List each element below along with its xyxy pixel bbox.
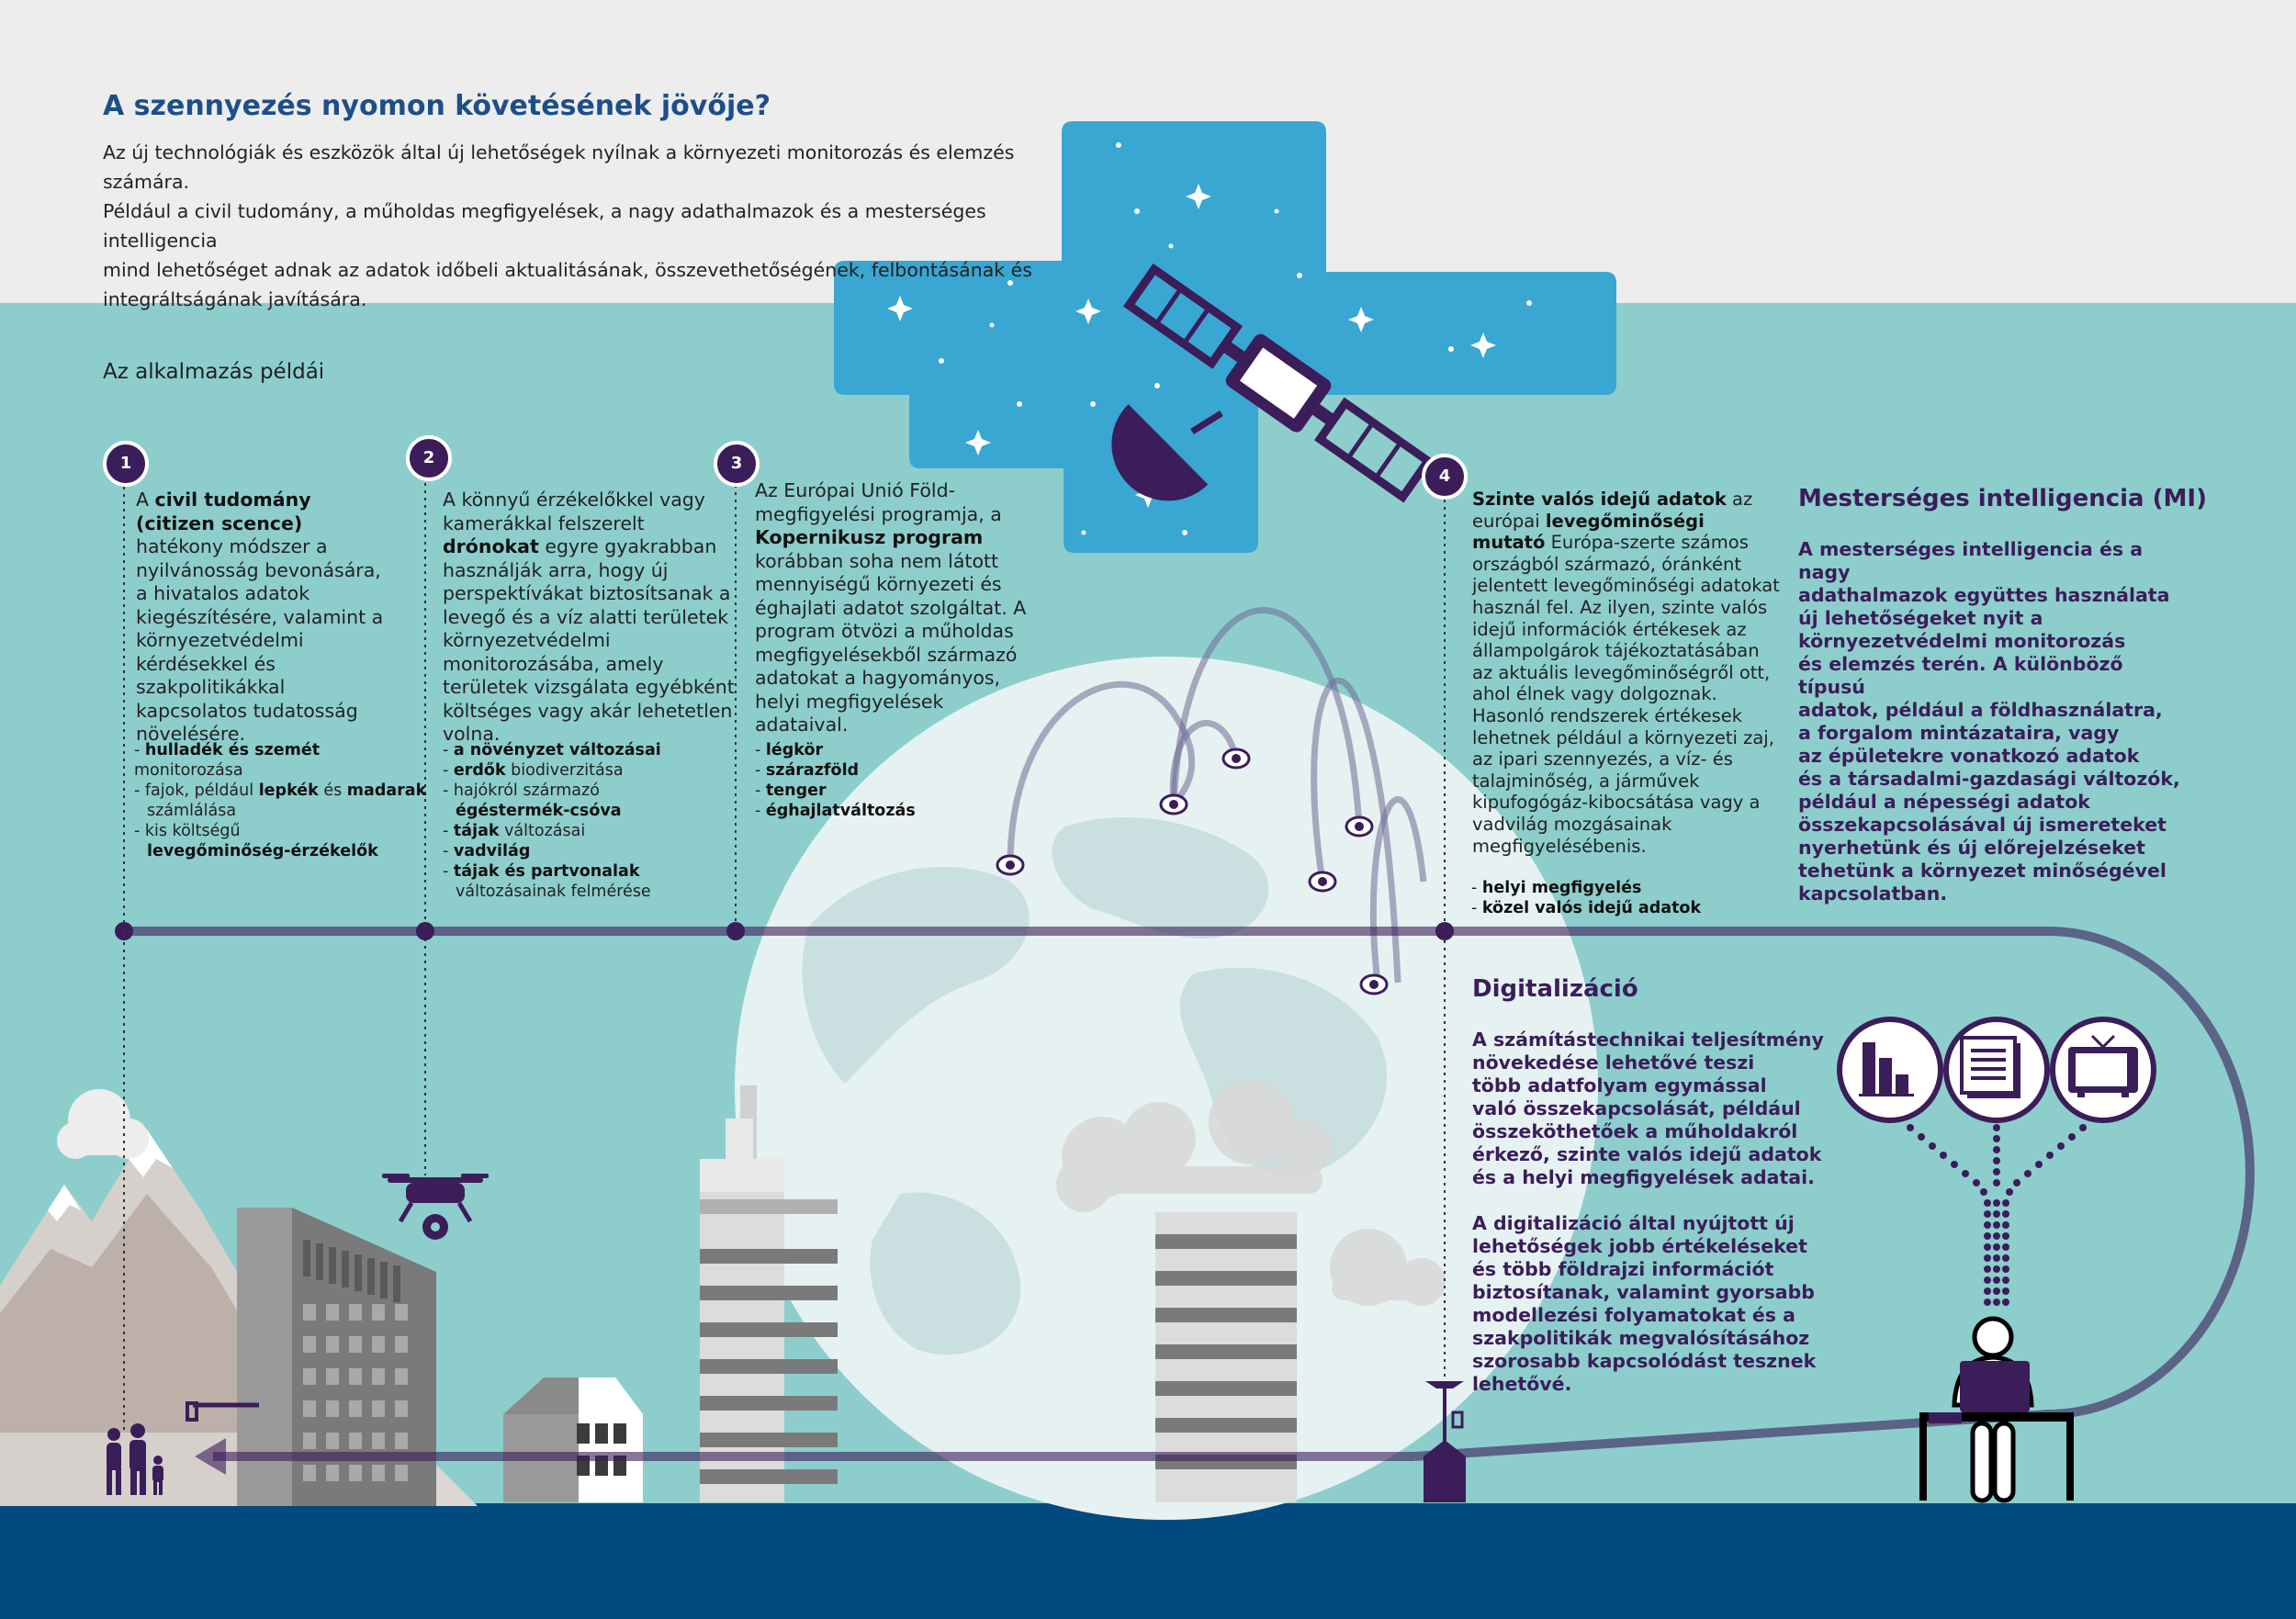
digital-line: lehetőségek jobb értékeléseket: [1472, 1235, 1807, 1257]
bold-text: lepkék: [258, 781, 319, 800]
ai-line: A mesterséges intelligencia és a nagy: [1798, 538, 2144, 583]
bullet-line: [755, 801, 1030, 821]
example-bullets-4: [1471, 878, 1765, 918]
example-number-1: 1: [103, 441, 149, 487]
example-text-1: [136, 489, 388, 747]
digital-text: [1472, 1029, 1840, 1396]
digital-line: lehetővé.: [1472, 1373, 1572, 1395]
text-run: A könnyű érzékelőkkel vagy kamerákkal felszerelt: [443, 489, 705, 534]
text-run: -: [443, 741, 454, 759]
bullet-line: [755, 781, 1030, 801]
bullet-line: [443, 760, 718, 781]
ai-heading: Mesterséges intelligencia (MI): [1798, 485, 2207, 512]
text-run: korábban soha nem látott mennyiségű környezeti és éghajlati adatot szolgáltat. A program ötvözi a műholdas megfigyelésekből származó adatokat a hagyományos, helyi megfigyelések adataival.: [755, 549, 1027, 736]
example-bullets-2: [443, 740, 718, 902]
ai-line: az épületekre vonatkozó adatok: [1798, 745, 2140, 767]
intro-line: integráltságának javítására.: [103, 288, 367, 310]
digital-line: való összekapcsolását, például: [1472, 1097, 1801, 1119]
bullet-line: [134, 740, 428, 781]
ai-text: [1798, 538, 2184, 905]
bold-text: civil tudomány (citizen scence): [136, 489, 311, 534]
example-number-4: 4: [1422, 454, 1468, 500]
text-run: számlálása: [147, 802, 237, 820]
text-run: -: [755, 781, 766, 800]
ai-line: a forgalom mintázataira, vagy: [1798, 722, 2120, 744]
bullet-line: [134, 841, 428, 861]
text-run: monitorozása: [134, 761, 243, 780]
bold-text: légkör: [765, 741, 824, 759]
text-run: -: [755, 802, 766, 820]
section-title: Az alkalmazás példái: [103, 360, 325, 384]
example-text-3: [755, 479, 1030, 737]
ai-line: például a népességi adatok: [1798, 791, 2090, 813]
bullet-line: [443, 882, 718, 902]
bullet-line: [134, 781, 428, 801]
data-stream-dots: [1907, 1124, 2087, 1306]
text-run: A: [136, 489, 155, 511]
example-number-3: 3: [714, 441, 760, 487]
intro-text: [103, 138, 1067, 314]
digital-line: érkező, szinte valós idejű adatok: [1472, 1143, 1822, 1165]
bold-text: drónokat: [443, 535, 539, 557]
bold-text: levegőminőségi mutató: [1472, 510, 1705, 554]
ai-line: környezetvédelmi monitorozás: [1798, 630, 2126, 652]
ai-line: és a társadalmi-gazdasági változók,: [1798, 768, 2180, 790]
digital-line: A számítástechnikai teljesítmény: [1472, 1029, 1824, 1051]
bold-text: vadvilág: [453, 842, 531, 860]
text-run: egyre gyakrabban használják arra, hogy új perspektívákat biztosítsanak a levegő és a víz alatti területek környezetvédelmi monitorozásába, amely területek vizsgálata egyébként költséges vagy akár lehetetlen volna.: [443, 535, 735, 745]
text-run: -: [755, 741, 766, 759]
bold-text: közel valós idejű adatok: [1481, 899, 1702, 917]
bold-text: Kopernikusz program: [755, 526, 984, 548]
bullet-line: [443, 841, 718, 861]
ai-line: adathalmazok együttes használata: [1798, 584, 2170, 606]
example-number-2: 2: [406, 435, 452, 481]
drone-icon: [382, 1174, 489, 1240]
example-bullets-3: [755, 740, 1030, 821]
bold-text: tájak és partvonalak: [453, 862, 640, 881]
text-run: -: [755, 761, 766, 780]
ai-line: kapcsolatban.: [1798, 883, 1948, 905]
text-run: Európa-szerte számos országból származó, óránként jelentett levegőminőségi adatokat használ fel. Az ilyen, szinte valós idejű információk értékesek az állampolgárok tájékoztatásában az aktuális levegőminőségről ott, ahol élnek vagy dolgoznak. Hasonló rendszerek értékesek lehetnek például a környezeti zaj, az ipari szennyezés, a víz- és talajminőség, a járművek kipufogógáz-kibocsátása vagy a vadvilág mozgásainak megfigyelésébenis.: [1472, 532, 1780, 857]
text-run: -: [443, 862, 454, 881]
text-run: - fajok, például: [134, 781, 259, 800]
text-run: -: [443, 761, 454, 780]
example-text-4: [1472, 489, 1781, 857]
bold-text: a növényzet változásai: [453, 741, 661, 759]
bold-text: Szinte valós idejű adatok: [1472, 489, 1727, 510]
bold-text: erdők: [453, 761, 506, 780]
bold-text: madarak: [346, 781, 427, 800]
text-run: hatékony módszer a nyilvánosság bevonására, a hivatalos adatok kiegészítésére, valamint a környezetvédelmi kérdésekkel és szakpolitikákkal kapcsolatos tudatosság növelésére.: [136, 535, 384, 745]
ai-line: adatok, például a földhasználatra,: [1798, 699, 2163, 721]
bold-text: égéstermék-csóva: [456, 802, 622, 820]
ai-line: tehetünk a környezet minőségével: [1798, 860, 2167, 882]
document-icon: [1962, 1038, 2020, 1098]
digital-line: A digitalizáció által nyújtott új: [1472, 1212, 1795, 1234]
digital-line: növekedése lehetővé teszi: [1472, 1051, 1755, 1074]
text-run: -: [134, 741, 145, 759]
text-run: és: [318, 781, 347, 800]
bullet-line: [1471, 878, 1765, 898]
digital-line: biztosítanak, valamint gyorsabb: [1472, 1281, 1815, 1303]
digital-line: szorosabb kapcsolódást tesznek: [1472, 1350, 1817, 1372]
bullet-line: [134, 801, 428, 821]
cloud-left: [57, 1089, 149, 1159]
example-bullets-1: [134, 740, 428, 861]
ai-line: és elemzés terén. A különböző típusú: [1798, 653, 2123, 698]
intro-line: Az új technológiák és eszközök által új lehetőségek nyílnak a környezeti monitorozás és elemzés számára.: [103, 141, 1015, 193]
digital-line: és több földrajzi információt: [1472, 1258, 1774, 1280]
bold-text: szárazföld: [765, 761, 860, 780]
example-text-2: [443, 489, 735, 747]
data-sources: [1840, 1019, 2154, 1120]
bullet-line: [443, 801, 718, 821]
bullet-line: [755, 740, 1030, 760]
bold-text: levegőminőség-érzékelők: [147, 842, 378, 860]
digital-line: összeköthetőek a műholdakról: [1472, 1120, 1798, 1142]
digital-heading: Digitalizáció: [1472, 975, 1638, 1003]
intro-line: mind lehetőséget adnak az adatok időbeli aktualitásának, összevethetőségének, felbontásának és: [103, 259, 1032, 281]
bullet-line: [443, 781, 718, 801]
bold-text: hulladék és szemét: [144, 741, 321, 759]
bullet-line: [755, 760, 1030, 781]
bullet-line: [443, 740, 718, 760]
text-run: -: [443, 822, 454, 840]
text-run: - hajókról származó: [443, 781, 600, 800]
text-run: - kis költségű: [134, 822, 241, 840]
text-run: biodiverzitása: [505, 761, 624, 780]
ai-line: összekapcsolásával új ismereteket: [1798, 814, 2167, 836]
spacer: [1472, 1189, 1840, 1212]
house: [503, 1377, 643, 1502]
bullet-line: [443, 821, 718, 841]
ai-line: nyerhetünk és új előrejelzéseket: [1798, 837, 2145, 859]
digital-line: több adatfolyam egymással: [1472, 1074, 1767, 1096]
bullet-line: [134, 821, 428, 841]
text-run: -: [443, 842, 454, 860]
bullet-line: [1471, 898, 1765, 918]
text-run: az európai: [1472, 489, 1753, 532]
intro-line: Például a civil tudomány, a műholdas megfigyelések, a nagy adathalmazok és a mesterséges intelligencia: [103, 200, 986, 252]
bold-text: tájak: [453, 822, 500, 840]
text-run: -: [1471, 899, 1482, 917]
bullet-line: [443, 861, 718, 882]
ai-line: új lehetőségeket nyit a: [1798, 607, 2043, 629]
bold-text: éghajlatváltozás: [765, 802, 916, 820]
bold-text: helyi megfigyelés: [1481, 879, 1642, 897]
text-run: változásainak felmérése: [456, 883, 651, 901]
text-run: Az Európai Unió Föld-megfigyelési programja, a: [755, 479, 1002, 525]
page-title: A szennyezés nyomon követésének jövője?: [103, 90, 771, 122]
digital-line: és a helyi megfigyelések adatai.: [1472, 1166, 1815, 1188]
text-run: -: [1471, 879, 1482, 897]
digital-line: modellezési folyamatokat és a: [1472, 1304, 1795, 1326]
digital-line: szakpolitikák megvalósításához: [1472, 1327, 1810, 1349]
text-run: változásai: [499, 822, 586, 840]
bold-text: tenger: [765, 781, 827, 800]
